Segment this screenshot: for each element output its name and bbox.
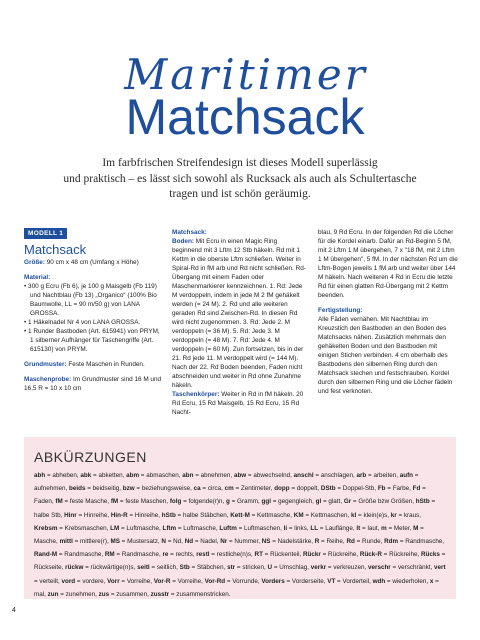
abbreviation-term: Fb [377,485,386,493]
abbreviation-entry [262,538,315,545]
instructions-heading: Matchsack: [172,229,207,236]
abbreviation-term: KM [293,511,304,519]
intro-text [60,156,420,203]
abbreviation-entry [230,512,294,519]
abbreviation-term: cm [224,485,234,493]
abbreviation-entry [151,591,231,598]
abbreviation-term: VT [327,577,336,585]
abbreviation-entry [162,551,196,558]
abbreviation-term: ca [193,485,201,493]
abbreviation-meaning: = wiederholen, [385,577,430,585]
column-finishing [318,228,458,396]
abbreviation-meaning: = stricken, [235,564,268,572]
abbreviation-entry [34,551,105,558]
material-label: Material: [24,274,51,281]
abbreviation-term: li [283,524,288,532]
abbreviation-meaning: = rückwärtige(n)s, [83,564,138,572]
abbreviation-term: kr [390,511,397,519]
abbreviation-entry [123,485,194,492]
abbreviation-term: LM [110,524,120,532]
abbreviation-term: hStb [415,498,430,506]
body-text: Weiter in Rd in fM häkeln. 20 Rd Ecru, 15 Rd Maisgelb, 15 Rd Ecru, 15 Rd Nacht- [172,391,304,416]
abbreviation-term: anschl [293,472,314,479]
abbreviation-meaning: = rechts, [168,551,197,559]
abbreviation-entry [234,472,294,479]
abbreviation-meaning: = Faden, [34,485,426,506]
finishing-text: Alle Fäden vernähen. Mit Nachtblau im Kreuzstich den Bastboden an den Boden des Matchsacks nähen. Zusätzlich mehrmals den gehäkelten Boden und den Bastboden mit einigen Stichen verbinden. 4 cm oberhalb des Bastbodens den silbernen Ring durch den Matchsack stechen und festschrauben. Kordel durch den silbernen Ring und die Löcher fädeln und fest verknoten. [318,316,453,395]
abbreviation-meaning: = Vorrunde, [225,577,262,585]
abbreviation-meaning: = Rückreihe, [381,551,421,559]
abbreviation-meaning: = beidseitig, [85,485,123,493]
intro-line: Im farbfrischen Streifendesign ist dieses Modell superlässig [102,157,378,169]
abbreviation-entry [126,472,182,479]
abbreviation-entry [110,525,162,532]
abbreviation-meaning: = Meter, [386,524,414,532]
abbreviation-entry [110,538,161,545]
abbreviation-entry [378,485,413,492]
abbreviation-meaning: = Vorderseite, [284,577,328,585]
bottom-text: Mit Ecru in einen Magic Ring beginnend mit 3 Lftm 12 Stb häkeln. Rd mit 1 Kettm in die oberste Lftm schließen. Weiter in Spiral-Rd in fM arb und Rd nicht schließen. Rd-Übergang mit einem Faden oder Maschenmarkierer kennzeichnen. 1. Rd: Jede M verdoppeln, indem in jede M 2 fM gehäkelt werden (= 24 M). 2. Rd und alle weiteren geraden Rd sind Zwischen-Rd. In diesen Rd wird nicht zugenommen. 3. Rd: Jede 2. M verdoppeln (= 36 M). 5. Rd: Jede 3. M verdoppeln (= 48 M). 7. Rd: Jede 4. M verdoppeln (= 60 M). Zun fortsetzen, bis in der 21. Rd jede 11. M verdoppelt wird (= 144 M). Nach der 22. Rd Boden beenden, Faden nicht abschneiden und weiter in Rd ohne Zunahme häkeln. [172,238,306,389]
abbreviation-term: seitl [137,564,150,572]
abbreviation-term: Rück-R [359,551,382,559]
abbreviation-entry [34,525,110,532]
abbreviation-meaning: = Kettmaschen, [303,511,352,519]
column-specs [24,228,162,393]
abbreviation-entry [310,525,356,532]
abbreviation-meaning: = Kettmasche, [249,511,294,519]
abbreviation-meaning: = Lauflänge, [318,524,357,532]
abbreviation-entry [48,591,99,598]
abbreviation-term: fM [55,498,63,506]
abbreviation-term: wdh [372,577,386,585]
abbreviation-term: lt [356,524,361,532]
abbreviation-meaning: = Farbe, [385,485,413,493]
abbreviation-meaning: = Umschlag, [272,564,311,572]
abbreviation-entry [205,578,262,585]
gauge-label: Maschenprobe: [24,376,72,383]
abbreviation-entry [99,591,151,598]
abbreviation-term: Nd [184,538,194,546]
abbreviation-entry [360,551,421,558]
script-title: Maritimer [124,50,368,99]
abbreviation-meaning: = gegengleich, [270,498,316,506]
abbreviation-entry [274,485,321,492]
abbreviation-term: Rdm [384,538,399,546]
body-instructions [172,390,308,417]
abbreviation-term: Vorr [107,577,120,585]
abbreviation-term: LL [310,524,319,532]
material-item: • 1 Runder Bastboden (Art. 615941) von PRYM, 1 silberner Aufhänger für Taschengriffe (Art. 615130) von PRYM. [24,328,160,353]
abbreviation-term: ggl [261,498,271,506]
abbreviation-meaning: = Krebsmaschen, [57,524,111,532]
abbreviation-term: verschr [368,564,391,572]
abbreviation-term: M [413,524,419,532]
abbreviation-entry [384,538,444,545]
abbreviation-entry [327,578,372,585]
abbreviation-meaning: = doppelt, [289,485,321,493]
abbreviation-entry [154,578,205,585]
abbreviation-term: vord [61,577,76,585]
abbreviation-term: folg [169,498,182,506]
abbreviation-entry [356,525,381,532]
abbreviation-term: bzw [122,485,135,493]
abbreviation-entry [111,512,162,519]
abbreviation-meaning: = Rückenteil, [262,551,303,559]
abbreviation-meaning: = circa, [200,485,225,493]
abbreviation-meaning: = feste Maschen, [118,498,170,506]
abbreviation-term: abk [80,472,92,479]
intro-line: und praktisch – es lässt sich sowohl als Rucksack als auch als Schultertasche [63,172,417,185]
abbreviation-meaning: = feste Masche, [62,498,111,506]
abbreviation-meaning: = Randmasche, [57,551,105,559]
abbreviation-meaning: = verkreuzen, [326,564,368,572]
bottom-instructions [172,237,308,390]
abbreviation-meaning: = abwechselnd, [246,472,294,479]
abbreviation-meaning: = glatt, [321,498,344,506]
abbreviation-entry [255,551,303,558]
abbreviation-term: Vor-R [153,577,171,585]
abbreviation-meaning: = abheben, [45,472,81,479]
abbreviation-entry [315,538,347,545]
pattern-label: Grundmuster: [24,361,67,368]
abbreviation-term: g [226,498,230,506]
abbreviation-entry [219,525,283,532]
abbreviation-entry [284,525,311,532]
abbreviation-meaning: = seitlich, [149,564,180,572]
abbreviation-meaning: = Zentimeter, [233,485,275,493]
abbreviation-entry [220,538,261,545]
pattern-info [24,360,162,369]
abbreviation-entry [321,485,378,492]
abbreviation-term: Kett-M [230,511,250,519]
abbreviation-meaning: = halbe Stb, [34,498,436,519]
abbreviation-entry [34,472,80,479]
abbreviation-entry [64,512,111,519]
abbreviation-term: arb [356,472,367,479]
abbreviation-term: U [267,564,273,572]
size-info [24,258,162,267]
abbreviation-entry [303,551,360,558]
page-title: Matchsack [125,89,365,145]
abbreviation-term: Fd [412,485,421,493]
abbreviation-term: abh [34,472,46,479]
abbreviation-term: abw [233,472,247,479]
abbreviation-entry [161,538,184,545]
abbreviation-entry [381,525,413,532]
abbreviation-entry [107,578,154,585]
abbreviation-meaning: = Runde, [354,538,385,546]
abbreviation-entry [194,485,225,492]
abbreviation-entry [162,525,219,532]
abbreviation-term: N [161,538,166,546]
abbreviation-term: DStb [320,485,336,493]
abbreviation-entry [111,498,170,505]
abbreviation-meaning: = abketten, [91,472,127,479]
abbreviation-meaning: = kraus, [396,511,422,519]
abbreviation-entry [55,498,110,505]
abbreviation-entry [316,498,344,505]
continued-text: blau, 9 Rd Ecru. In der folgenden Rd die Löcher für die Kordel einarb. Dafür an Rd-Beginn 5 fM, mit 2 Lftm 1 M übergehen, 7 x "18 fM, mit 2 Lftm 1 M übergehen", 5 fM. In der nächsten Rd um die Lftm-Bogen jeweils 1 fM arb und weiter über 144 M häkeln. Nach weiteren 4 Rd in Ecru die letzte Rd für einen glatten Rd-Übergang mit 2 Kettm beenden. [318,229,458,299]
abbreviation-entry [60,538,111,545]
abbreviation-meaning: = Vorreihe, [119,577,154,585]
body-label: Taschenkörper: [172,391,220,398]
abbreviation-meaning: = Doppel-Stb, [335,485,378,493]
abbreviation-meaning: = vordere, [75,577,108,585]
abbreviation-term: abm [126,472,140,479]
abbreviation-term: x [429,577,434,585]
abbreviation-meaning: = Randmasche, [114,551,163,559]
abbreviation-meaning: = zunehmen, [58,590,99,598]
abbreviation-meaning: = halbe Stäbchen, [175,511,231,519]
abbreviation-entry [225,485,275,492]
abbreviation-entry [69,485,123,492]
abbreviation-meaning: = anschlagen, [313,472,357,479]
abbreviation-meaning: = folgende(r)n, [181,498,226,506]
abbreviation-entry [80,472,126,479]
abbreviation-meaning: = abmaschen, [139,472,183,479]
abbreviation-entry [137,564,180,571]
abbreviation-meaning: = Luftmasche, [176,524,220,532]
abbreviation-term: hStb [161,511,176,519]
abbreviation-meaning: = Gramm, [229,498,262,506]
abbreviation-meaning: = Masche, [34,524,424,546]
abbreviation-term: Gr [343,498,352,506]
abbreviation-entry [65,564,137,571]
abbreviation-term: vert [434,564,446,572]
abbreviation-entry [356,472,399,479]
abbreviation-meaning: = Nadelstärke, [270,538,315,546]
abbreviation-term: zus [98,590,110,598]
abbreviation-meaning: = Hinreihe, [127,511,162,519]
abbreviation-meaning: = mittlere(r), [72,538,111,546]
abbreviation-term: Rd [346,538,355,546]
gauge-value: Im Grundmuster sind 16 M und 16,5 R = 10 x 10 cm [24,376,162,392]
abbreviation-term: Hinr [64,511,77,519]
abbreviation-term: zusstr [150,590,170,598]
abbreviation-meaning: = mal, [34,577,439,598]
abbreviation-term: restl [196,551,210,559]
abbreviation-meaning: = Mustersatz, [119,538,162,546]
intro-line: tragen und ist schön geräumig. [169,188,311,200]
abbreviation-entry [351,512,391,519]
abbreviation-term: NS [261,538,271,546]
abbreviation-meaning: = laut, [360,524,382,532]
abbreviation-term: RM [104,551,115,559]
abbreviation-meaning: = restliche(n)s, [209,551,255,559]
section-title: Matchsack [24,242,87,257]
abbreviation-meaning: = verteilt, [34,577,62,585]
abbreviation-term: Vorders [261,577,285,585]
abbreviation-entry [180,564,227,571]
abbreviation-meaning: = beziehungsweise, [134,485,194,493]
abbreviation-meaning: = Nadel, [193,538,221,546]
abbreviation-term: mittl [59,538,73,546]
abbreviation-entry [311,564,368,571]
material-item: • 300 g Ecru (Fb 6), je 100 g Maisgelb (Fb 119) und Nachtblau (Fb 13) „Organico“ (100% Bio Baumwolle, LL = 90 m/50 g) von LANA GROSSA. [24,283,157,317]
model-tag: MODELL 1 [24,228,67,239]
abbreviation-entry [226,498,262,505]
abbreviation-entry [294,472,357,479]
abbreviations-box [24,437,456,599]
abbreviation-meaning: = klein(e)s, [356,511,391,519]
abbreviation-meaning: = verschränkt, [390,564,434,572]
abbreviation-term: gl [315,498,322,506]
abbreviation-term: Rücks [420,551,440,559]
abbreviation-meaning: = links, [287,524,311,532]
finishing-section [318,306,458,396]
abbreviation-entry [294,512,351,519]
abbreviation-meaning: = zusammen, [109,590,151,598]
abbreviation-term: dopp [274,485,290,493]
abbreviation-term: Vor-Rd [204,577,226,585]
abbreviation-term: re [162,551,169,559]
abbreviation-meaning: = Hinreihe, [76,511,111,519]
page-number: 4 [12,607,16,614]
abbreviation-meaning: = zusammenstricken. [169,590,231,598]
size-value: 90 cm x 48 cm (Umfang x Höhe) [44,259,139,266]
abbreviations-list [34,469,446,601]
abbreviation-term: abn [182,472,194,479]
abbreviation-meaning: = Reihe, [319,538,347,546]
finishing-label: Fertigstellung: [318,307,363,314]
abbreviation-entry [373,578,430,585]
pattern-value: Feste Maschen in Runden. [66,361,145,368]
abbreviation-entry [162,512,230,519]
abbreviation-term: beids [69,485,86,493]
abbreviation-term: m [381,524,387,532]
abbreviation-entry [261,578,327,585]
abbreviation-entry [368,564,434,571]
abbreviation-term: Lftm [162,524,177,532]
abbreviation-term: zun [47,590,59,598]
abbreviation-meaning: = Rückreihe, [320,551,360,559]
abbreviation-meaning: = Vorreihe, [170,577,205,585]
abbreviation-term: Hin-R [110,511,128,519]
abbreviation-term: MS [110,538,120,546]
abbreviation-term: str [227,564,236,572]
abbreviation-term: Stb [179,564,190,572]
abbreviation-term: Rand-M [34,551,58,559]
abbreviation-term: Nr [220,538,228,546]
abbreviation-meaning: = Vorderteil, [335,577,373,585]
abbreviation-entry [170,498,226,505]
abbreviation-meaning: = Rückseite, [34,551,446,572]
abbreviation-term: verkr [310,564,327,572]
abbreviation-term: aufn [399,472,414,479]
abbreviation-entry [105,551,163,558]
abbreviation-entry [268,564,311,571]
abbreviation-entry [346,538,384,545]
bottom-label: Boden: [172,238,195,245]
abbreviation-entry [185,538,221,545]
abbreviation-term: RT [254,551,263,559]
abbreviation-term: Luftm [219,524,237,532]
abbreviation-meaning: = Nd, [165,538,185,546]
abbreviation-entry [182,472,234,479]
abbreviation-meaning: = Luftmasche, [119,524,163,532]
abbreviation-entry [196,551,254,558]
abbreviation-term: rückw [65,564,84,572]
abbreviation-term: fM [110,498,119,506]
abbreviation-meaning: = Luftmaschen, [236,524,284,532]
abbreviation-term: Rückr [303,551,321,559]
abbreviation-entry [391,512,421,519]
abbreviation-meaning: = arbeiten, [366,472,400,479]
abbreviation-entry [344,498,416,505]
abbreviation-term: kl [351,511,357,519]
abbreviation-meaning: = Nummer, [227,538,262,546]
abbreviations-title: ABKÜRZUNGEN [34,449,147,465]
gauge-info [24,375,162,393]
abbreviation-term: Krebsm [34,524,58,532]
abbreviation-entry [227,564,267,571]
abbreviation-meaning: = Größe bzw Größen, [351,498,416,506]
material-item: • 1 Häkelnadel Nr 4 von LANA GROSSA. [24,319,141,326]
abbreviation-term: R [314,538,320,546]
size-label: Größe: [24,259,45,266]
abbreviation-entry [61,578,107,585]
material-section [24,273,162,354]
abbreviation-meaning: = Randmasche, [398,538,445,546]
abbreviation-meaning: = Stäbchen, [189,564,228,572]
abbreviation-entry [262,498,316,505]
abbreviation-meaning: = abnehmen, [193,472,234,479]
abbreviation-meaning: = aufnehmen, [34,472,419,493]
column-instructions [172,228,308,417]
